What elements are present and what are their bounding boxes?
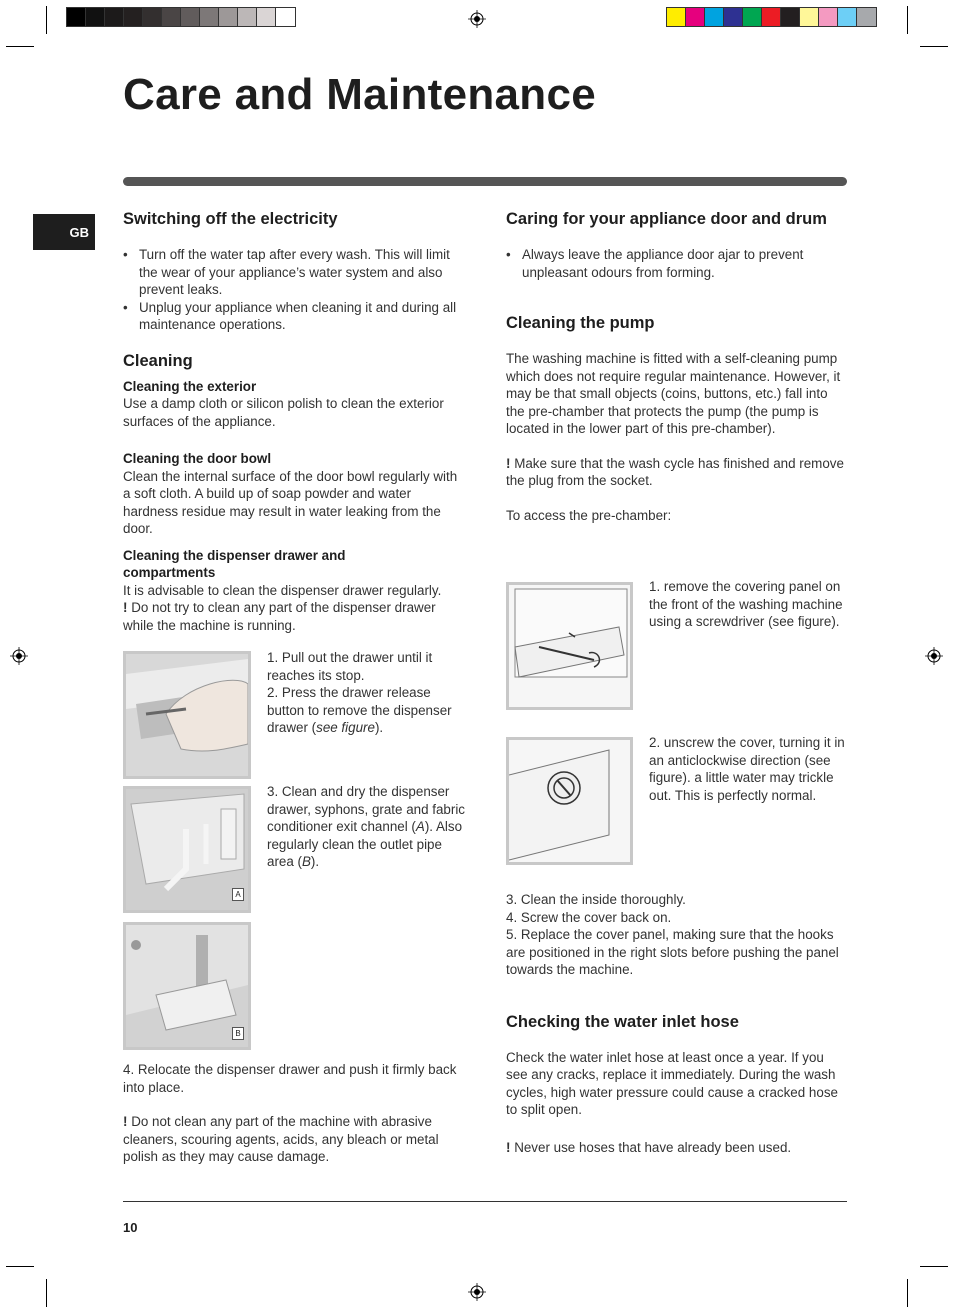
right-bottom-text [506, 891, 848, 1156]
color-swatch [819, 8, 838, 26]
hose-text: Check the water inlet hose at least once a year. If you see any cracks, replace it immediately. During the wash cycles, high water pressure could cause a cracked hose to split open. [506, 1049, 838, 1117]
drawer-warning-text: Do not try to clean any part of the dispenser drawer while the machine is running. [123, 600, 436, 633]
drawer-step-2-emphasis: see figure [316, 720, 375, 735]
dispenser-drawer-figure-a [123, 786, 251, 913]
grayscale-color-bar [66, 7, 296, 27]
crop-mark [920, 1266, 948, 1267]
drawer-heading: Cleaning the dispenser drawer and compartments [123, 547, 346, 580]
registration-mark-icon [925, 647, 943, 665]
crop-mark [6, 46, 34, 47]
drawer-step-2-end: ). [374, 720, 384, 735]
process-color-bar [666, 7, 877, 27]
pump-intro: The washing machine is fitted with a self-cleaning pump which does not require regular maintenance. However, it may be that small objects (coins, buttons, etc.) fall into the pre-chamber that protects the pump (the pump is located in the lower part of this pre-chamber). [506, 351, 841, 436]
cleaning-heading: Cleaning [123, 351, 193, 370]
registration-mark-icon [10, 647, 28, 665]
drawer-step-2 [267, 684, 467, 737]
color-swatch [238, 8, 257, 26]
color-swatch [219, 8, 238, 26]
crop-mark [920, 46, 948, 47]
crop-mark [907, 6, 908, 34]
warning-mark-icon: ! [506, 1139, 511, 1155]
drawer-step-3-ref-b: B [301, 854, 311, 869]
drawer-step-3-text [267, 783, 467, 871]
pump-step-4: 4. Screw the cover back on. [506, 909, 672, 925]
page-title: Care and Maintenance [123, 70, 597, 119]
language-tab: GB [33, 214, 95, 250]
color-swatch [67, 8, 86, 26]
color-swatch [800, 8, 819, 26]
color-swatch [857, 8, 876, 26]
color-swatch [686, 8, 705, 26]
dispenser-drawer-figure-b [123, 922, 251, 1050]
list-item: • Turn off the water tap after every wash. This will limit the wear of your appliance’s water system and also prevent leaks. [123, 246, 468, 299]
registration-mark-icon [468, 1283, 486, 1301]
color-swatch [667, 8, 686, 26]
color-swatch [86, 8, 105, 26]
hose-warning [506, 1139, 848, 1157]
color-swatch [743, 8, 762, 26]
color-swatch [162, 8, 181, 26]
abrasive-warning-text: Do not clean any part of the machine with abrasive cleaners, scouring agents, acids, any bleach or metal polish as they may cause damage. [123, 1114, 439, 1164]
drawer-step-2-text: 2. Press the drawer release button to remove the dispenser drawer ( [267, 685, 452, 735]
exterior-heading: Cleaning the exterior [123, 378, 257, 394]
drawer-step-3 [267, 783, 467, 871]
pump-step-2 [649, 734, 849, 804]
pump-step-3: 3. Clean the inside thoroughly. [506, 892, 686, 907]
switching-heading: Switching off the electricity [123, 210, 338, 228]
title-divider [123, 177, 847, 186]
figure-label-b: B [232, 1027, 244, 1040]
drawer-pull-figure [123, 651, 251, 779]
drawer-step-3-ref-a: A [415, 819, 425, 834]
pump-cover-figure [506, 737, 633, 865]
cover-panel-figure [506, 582, 633, 710]
drawer-step-1: 1. Pull out the drawer until it reaches its stop. [267, 650, 433, 683]
color-swatch [838, 8, 857, 26]
pump-access: To access the pre-chamber: [506, 507, 672, 523]
color-swatch [143, 8, 162, 26]
color-swatch [105, 8, 124, 26]
abrasive-warning [123, 1113, 468, 1166]
crop-mark [46, 6, 47, 34]
color-swatch [276, 8, 295, 26]
list-item: • Always leave the appliance door ajar to prevent unpleasant odours from forming. [506, 246, 848, 281]
warning-mark-icon: ! [506, 455, 511, 471]
drawer-text: It is advisable to clean the dispenser drawer regularly. [123, 582, 442, 598]
left-column [123, 210, 468, 634]
crop-mark [6, 1266, 34, 1267]
figure-label-a: A [232, 888, 244, 901]
drawer-step-4: 4. Relocate the dispenser drawer and push it firmly back into place. [123, 1062, 457, 1095]
right-column [506, 210, 848, 524]
exterior-text: Use a damp cloth or silicon polish to clean the exterior surfaces of the appliance. [123, 396, 444, 429]
pump-step-1-text: 1. remove the covering panel on the front of the washing machine using a screwdriver (see figure). [649, 579, 843, 629]
color-swatch [200, 8, 219, 26]
door-heading: Caring for your appliance door and drum [506, 210, 827, 228]
left-bottom-text [123, 1061, 468, 1166]
hose-heading: Checking the water inlet hose [506, 1012, 739, 1031]
footer-divider [123, 1201, 847, 1202]
list-item: • Unplug your appliance when cleaning it and during all maintenance operations. [123, 299, 468, 334]
pump-step-1 [649, 578, 847, 631]
color-swatch [724, 8, 743, 26]
pump-warning [506, 455, 848, 490]
color-swatch [781, 8, 800, 26]
drawer-step-3-part: 3. Clean and dry the dispenser drawer, syphons, grate and fabric conditioner exit channel ( [267, 784, 465, 834]
crop-mark [907, 1279, 908, 1307]
page-number: 10 [123, 1220, 138, 1235]
warning-mark-icon: ! [123, 600, 128, 615]
color-swatch [762, 8, 781, 26]
drawer-steps-1-2 [267, 649, 467, 737]
bowl-text: Clean the internal surface of the door bowl regularly with a soft cloth. A build up of soap powder and water hardness residue may result in water leaking from the door. [123, 468, 458, 536]
drawer-step-3-part: ). Also regularly clean the outlet pipe area ( [267, 819, 463, 869]
bowl-heading: Cleaning the door bowl [123, 451, 272, 466]
warning-mark-icon: ! [123, 1114, 128, 1129]
pump-warning-text: Make sure that the wash cycle has finished and remove the plug from the socket. [506, 455, 844, 488]
pump-step-5: 5. Replace the cover panel, making sure that the hooks are positioned in the right slots before pushing the panel towards the machine. [506, 927, 839, 977]
drawer-warning [123, 599, 468, 634]
color-swatch [705, 8, 724, 26]
color-swatch [124, 8, 143, 26]
hose-warning-text: Never use hoses that have already been used. [510, 1139, 792, 1155]
crop-mark [46, 1279, 47, 1307]
pump-step-2-text: 2. unscrew the cover, turning it in an anticlockwise direction (see figure). a little water may trickle out. This is perfectly normal. [649, 735, 845, 803]
registration-mark-icon [468, 10, 486, 28]
drawer-step-3-end: ). [310, 854, 320, 869]
color-swatch [181, 8, 200, 26]
color-swatch [257, 8, 276, 26]
pump-heading: Cleaning the pump [506, 314, 655, 332]
